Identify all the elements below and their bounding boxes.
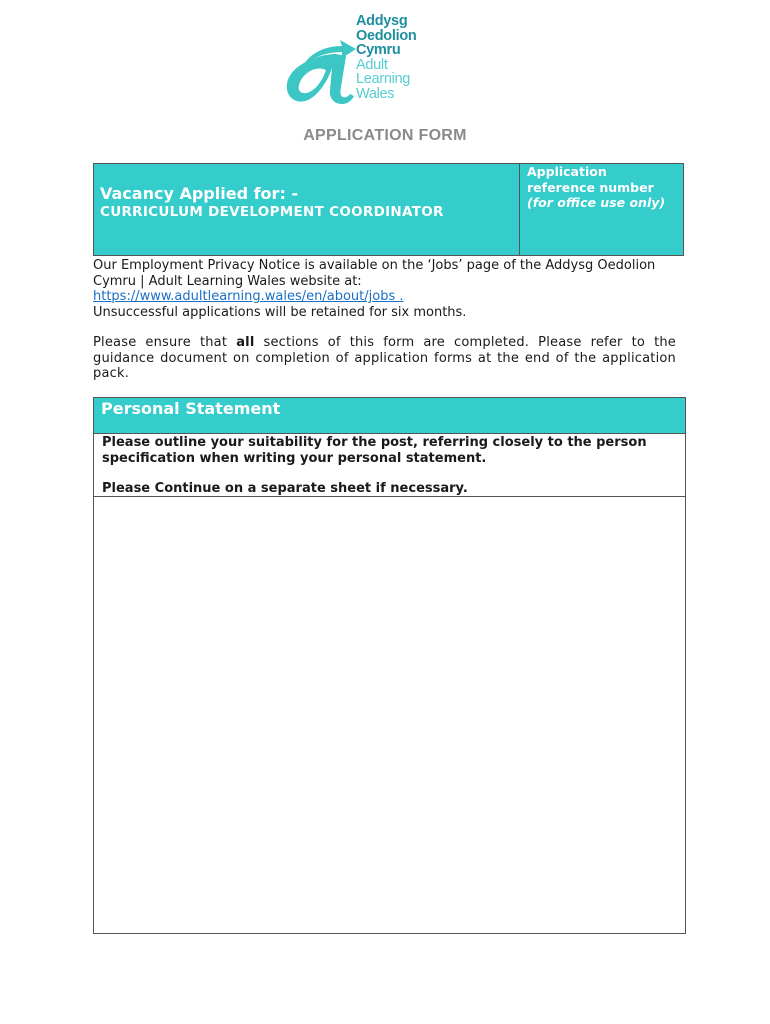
personal-statement-field[interactable] [93,496,686,934]
guidance-before: Please ensure that [93,335,237,350]
guidance-after: sections of this form are completed. Please refer to the guidance document on completion of application forms at the end of the application pack. [93,335,676,381]
logo-line: Addysg [356,13,408,29]
section-heading: Personal Statement [101,399,281,418]
guidance-text [93,335,676,382]
logo-line: Learning [356,71,411,88]
vacancy-label: Vacancy Applied for: - [100,184,299,203]
logo [282,14,432,109]
personal-statement-instructions [93,434,686,497]
reference-label: Application reference number [527,164,654,195]
jobs-link[interactable]: https://www.adultlearning.wales/en/about/jobs . [93,289,404,304]
logo-line: Adult [356,56,388,73]
logo-line: Oedolion [356,27,417,44]
continue-note: Please Continue on a separate sheet if necessary. [102,481,468,496]
instruction-text: Please outline your suitability for the post, referring closely to the person specification when writing your personal statement. [102,435,647,466]
retention-text: Unsuccessful applications will be retained for six months. [93,304,467,320]
guidance-bold: all [236,335,255,350]
reference-cell[interactable] [527,164,677,211]
reference-note: (for office use only) [527,195,666,210]
notice-text: Our Employment Privacy Notice is available on the ‘Jobs’ page of the Addysg Oedolion Cymru | Adult Learning Wales website at: [93,258,656,289]
logo-line: Wales [356,85,395,102]
vacancy-box [93,163,684,256]
vacancy-title: CURRICULUM DEVELOPMENT COORDINATOR [100,204,444,220]
logo-line: Cymru [356,42,401,59]
adult-learning-wales-logo-icon [282,14,360,109]
privacy-notice [93,258,683,320]
vacancy-cell [94,164,520,255]
logo-wordmark [356,14,416,102]
personal-statement-header [93,397,686,434]
page-title: APPLICATION FORM [303,127,467,144]
